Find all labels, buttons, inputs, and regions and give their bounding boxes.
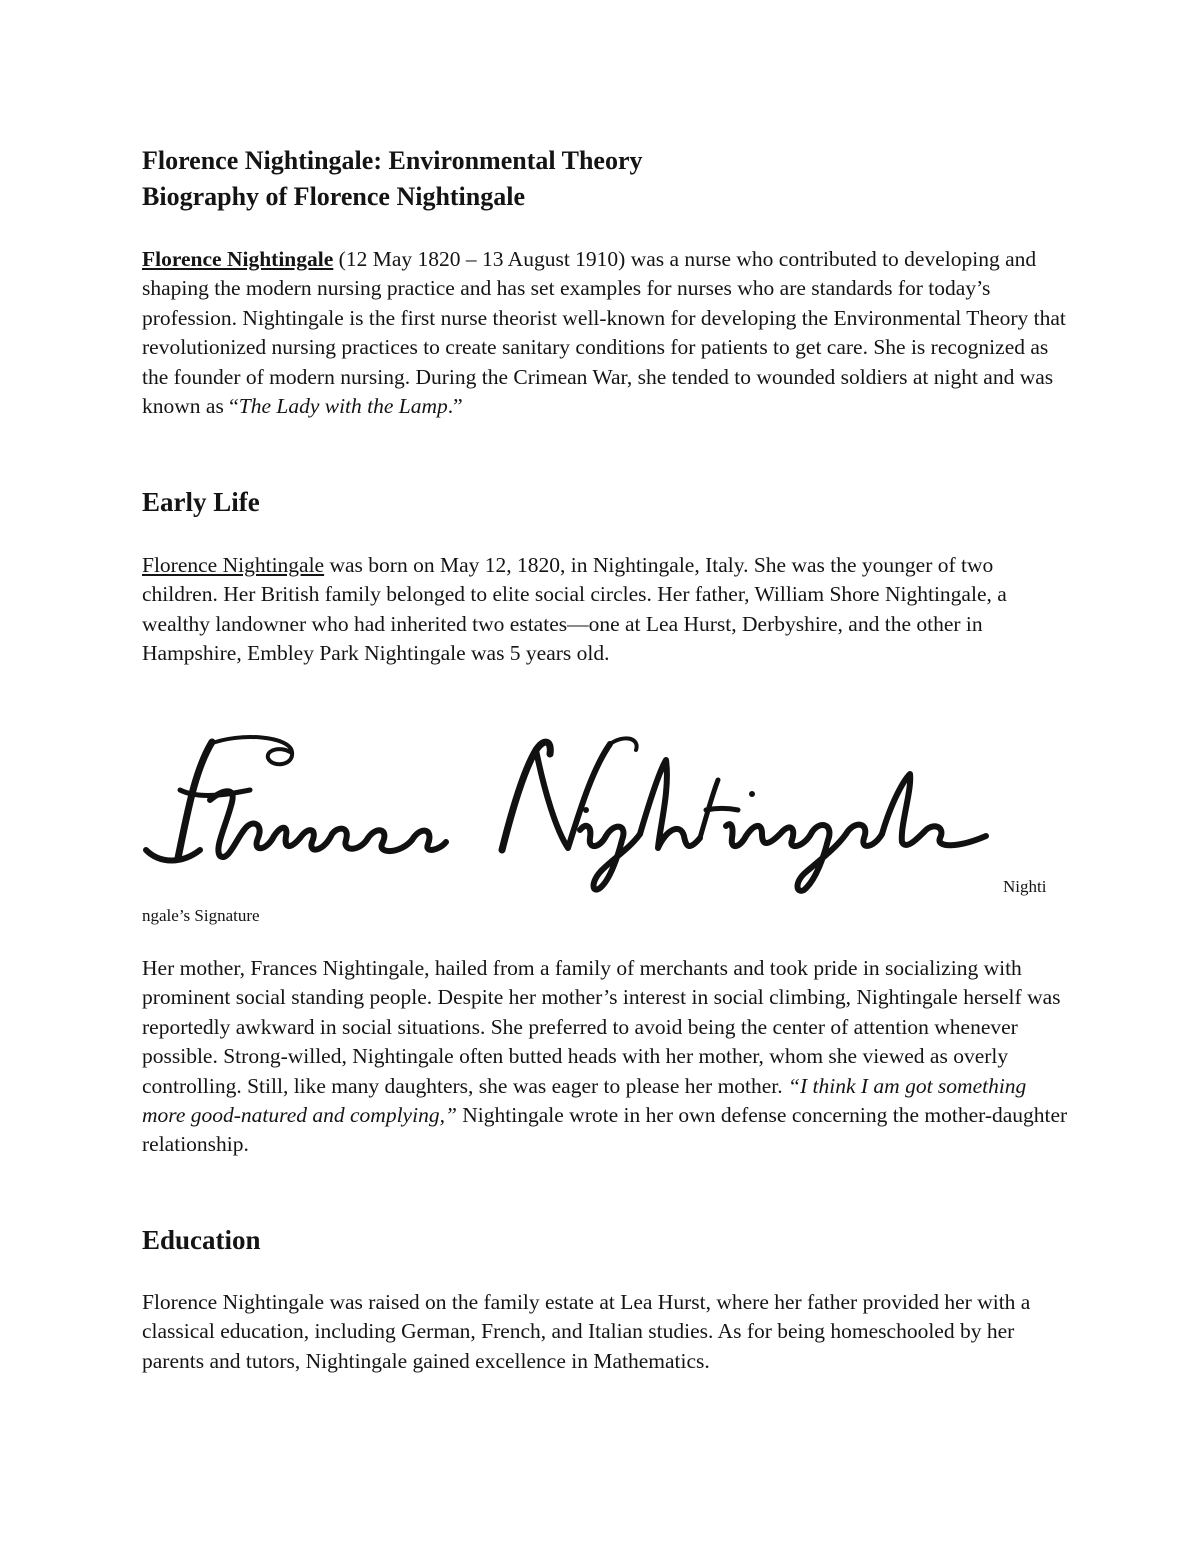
mother-paragraph xyxy=(142,954,1072,1160)
intro-text-1: (12 May 1820 – 13 August 1910) was a nurse who contributed to developing and shaping the modern nursing practice and has set examples for nurses who are standards for today’s profession. Nightingale is the first nurse theorist well-known for developing the Environmental Theory that revolutionized nursing practices to create sanitary conditions for patients to get care. She is recognized as the founder of modern nursing. During the Crimean War, she tended to wounded soldiers at night and was known as “ xyxy=(142,247,1066,419)
education-paragraph: Florence Nightingale was raised on the family estate at Lea Hurst, where her father provided her with a classical education, including German, French, and Italian studies. As for being homeschooled by her parents and tutors, Nightingale gained excellence in Mathematics. xyxy=(142,1290,1031,1373)
heading-early-life: Early Life xyxy=(142,487,260,517)
intro-quote: The Lady with the Lamp xyxy=(238,394,448,419)
early-life-paragraph xyxy=(142,551,1072,669)
mother-quote: “I think I am got something more good-natured and complying,” xyxy=(142,1073,1027,1128)
signature-caption-part-2: ngale’s Signature xyxy=(142,906,260,925)
mother-text-2: Nightingale wrote in her own defense concerning the mother-daughter relationship. xyxy=(142,1103,1068,1157)
early-life-text: was born on May 12, 1820, in Nightingale, Italy. She was the younger of two children. Her British family belonged to elite social circles. Her father, William Shore Nightingale, a wealthy landowner who had inherited two estates—one at Lea Hurst, Derbyshire, and the other in Hampshire, Embley Park Nightingale was 5 years old. xyxy=(142,553,1007,666)
intro-paragraph xyxy=(142,245,1072,421)
title-line-1: Florence Nightingale: Environmental Theory xyxy=(142,146,643,175)
early-life-name-link[interactable]: Florence Nightingale xyxy=(142,553,325,577)
mother-text-1: Her mother, Frances Nightingale, hailed from a family of merchants and took pride in socializing with prominent social standing people. Despite her mother’s interest in social climbing, Nightingale herself was reportedly awkward in social situations. She preferred to avoid being the center of attention whenever possible. Strong-willed, Nightingale often butted heads with her mother, whom she viewed as overly controlling. Still, like many daughters, she was eager to please her mother. xyxy=(142,956,1061,1098)
heading-education: Education xyxy=(142,1225,261,1255)
title-line-2: Biography of Florence Nightingale xyxy=(142,182,526,211)
document-title xyxy=(142,143,1092,215)
signature-image xyxy=(140,730,1000,900)
intro-text-2: .” xyxy=(447,394,463,419)
signature-caption-part-1: Nighti xyxy=(1003,877,1047,896)
intro-name-link[interactable]: Florence Nightingale xyxy=(142,247,334,271)
